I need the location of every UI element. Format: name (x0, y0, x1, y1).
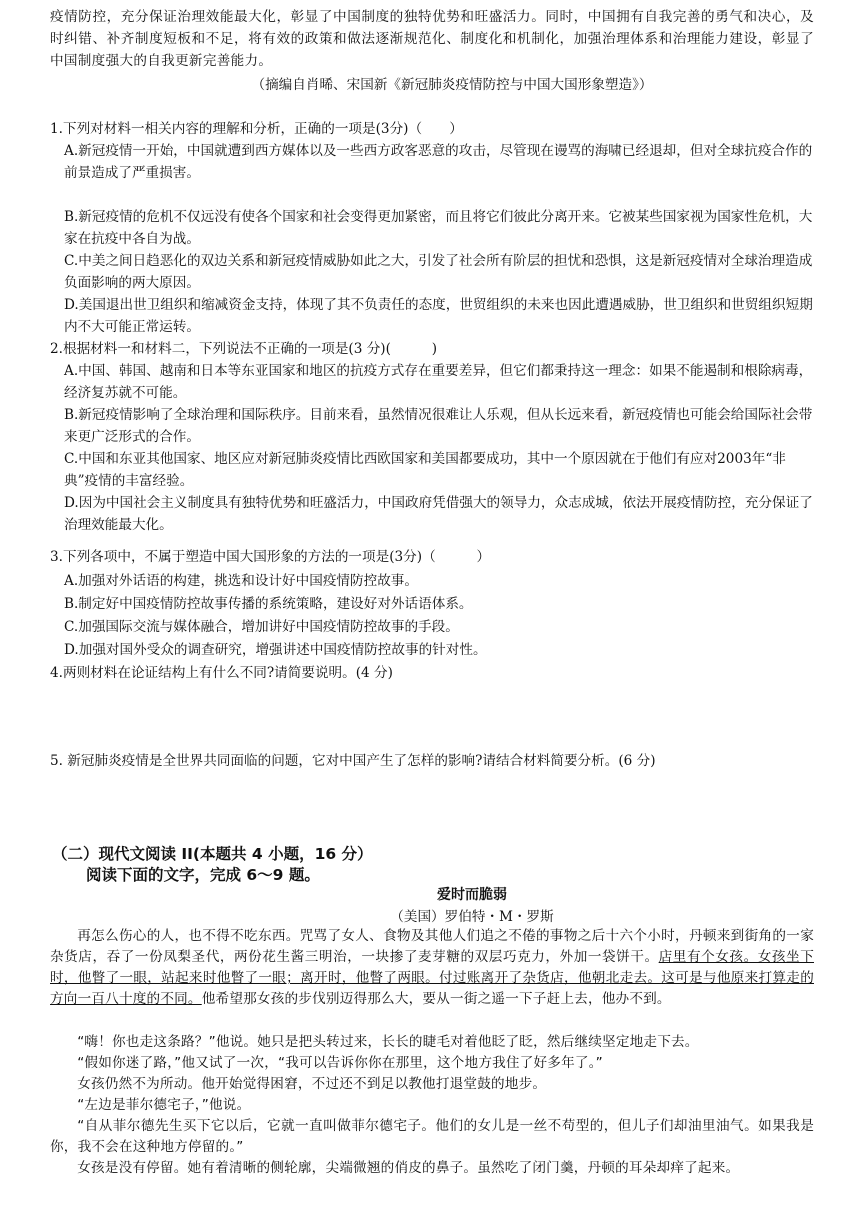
question-3-option-d[interactable] (64, 639, 814, 661)
question-3-option-c[interactable] (64, 616, 814, 638)
article-author: （美国）罗伯特・M・罗斯 (390, 909, 554, 925)
question-3-stem: 3.下列各项中，不属于塑造中国大国形象的方法的一项是(3分)（ ） (50, 549, 491, 565)
option-text: D.因为中国社会主义制度具有独特优势和旺盛活力，中国政府凭借强大的领导力，众志成城，依法开展疫情防控，充分保证了治理效能最大化。 (64, 495, 813, 533)
section-title: （二）现代文阅读 II(本题共 4 小题，16 分） (52, 845, 373, 863)
question-3-option-a[interactable] (64, 570, 814, 592)
question-1-option-d[interactable] (64, 294, 814, 338)
option-text: D.加强对国外受众的调查研究，增强讲述中国疫情防控故事的针对性。 (64, 642, 487, 658)
article-paragraph-4: 女孩仍然不为所动。他开始觉得困窘，不过还不到足以教他打退堂鼓的地步。 (77, 1076, 547, 1092)
question-2-option-c[interactable] (64, 448, 814, 492)
question-1-option-c[interactable] (64, 250, 814, 294)
question-1-stem: 1.下列对材料一相关内容的理解和分析，正确的一项是(3分)（ ） (50, 121, 463, 137)
article-paragraph-3: “假如你迷了路，”他又试了一次，“我可以告诉你你在那里，这个地方我住了好多年了。” (77, 1055, 603, 1071)
option-text: D.美国退出世卫组织和缩减资金支持，体现了其不负责任的态度，世贸组织的未来也因此遭遇威胁，世卫组织和世贸组织短期内不大可能正常运转。 (64, 297, 813, 335)
source-citation: （摘编自肖晞、宋国新《新冠肺炎疫情防控与中国大国形象塑造》） (251, 77, 653, 93)
article-paragraph-5: “左边是菲尔德宅子，”他说。 (77, 1097, 251, 1113)
option-text: A.加强对外话语的构建，挑选和设计好中国疫情防控故事。 (64, 573, 418, 589)
paragraph-text: 再怎么伤心的人，也不得不吃东西。咒骂了女人、食物及其他人们追之不倦的事物之后十六个小时，丹顿来到街角的一家杂货店，吞了一份凤梨圣代，两份花生酱三明治，一块掺了麦芽糖的双层巧克力，外加一袋饼干。 (50, 928, 814, 965)
question-5-stem: 5. 新冠肺炎疫情是全世界共同面临的问题，它对中国产生了怎样的影响?请结合材料简要分析。(6 分) (50, 753, 656, 769)
option-text: B.新冠疫情影响了全球治理和国际秩序。目前来看，虽然情况很难让人乐观，但从长远来看，新冠疫情也可能会给国际社会带来更广泛形式的合作。 (64, 407, 813, 445)
intro-paragraph: 疫情防控，充分保证治理效能最大化，彰显了中国制度的独特优势和旺盛活力。同时，中国拥有自我完善的勇气和决心，及时纠错、补齐制度短板和不足，将有效的政策和做法逐渐规范化、制度化和机制化，加强治理体系和治理能力建设，彰显了中国制度强大的自我更新完善能力。 (50, 9, 814, 69)
option-text: B.新冠疫情的危机不仅远没有使各个国家和社会变得更加紧密，而且将它们彼此分离开来。它被某些国家视为国家性危机，大家在抗疫中各自为战。 (64, 209, 813, 247)
question-2-option-b[interactable] (64, 404, 814, 448)
paragraph-text: 他希望那女孩的步伐别迈得那么大，要从一街之遥一下子赶上去，他办不到。 (201, 991, 671, 1007)
option-text: A.中国、韩国、越南和日本等东亚国家和地区的抗疫方式存在重要差异，但它们都秉持这一理念：如果不能遏制和根除病毒，经济复苏就不可能。 (64, 363, 813, 401)
question-2-option-d[interactable] (64, 492, 814, 536)
article-paragraph-6: “自从菲尔德先生买下它以后，它就一直叫做菲尔德宅子。他们的女儿是一丝不苟型的，但儿子们却油里油气。如果我是你，我不会在这种地方停留的。” (50, 1118, 814, 1155)
option-text: C.加强国际交流与媒体融合，增加讲好中国疫情防控故事的手段。 (64, 619, 459, 635)
article-paragraph-7: 女孩是没有停留。她有着清晰的侧轮廓，尖端微翘的俏皮的鼻子。虽然吃了闭门羹，丹顿的耳朵却痒了起来。 (77, 1160, 740, 1176)
article-paragraph-2: “嗨！你也走这条路？”他说。她只是把头转过来，长长的睫毛对着他眨了眨，然后继续坚定地走下去。 (77, 1034, 699, 1050)
option-text: C.中国和东亚其他国家、地区应对新冠肺炎疫情比西欧国家和美国都要成功，其中一个原因就在于他们有应对2003年“非典”疫情的丰富经验。 (64, 451, 786, 489)
section-instruction: 阅读下面的文字，完成 6～9 题。 (86, 866, 320, 884)
question-1-option-a[interactable] (64, 140, 814, 184)
option-text: B.制定好中国疫情防控故事传播的系统策略，建设好对外话语体系。 (64, 596, 473, 612)
question-4-stem: 4.两则材料在论证结构上有什么不同?请简要说明。(4 分) (50, 665, 393, 681)
article-paragraph-1 (50, 926, 814, 1010)
option-text: C.中美之间日趋恶化的双边关系和新冠疫情威胁如此之大，引发了社会所有阶层的担忧和恐惧，这是新冠疫情对全球治理造成负面影响的两大原因。 (64, 253, 813, 291)
question-3-option-b[interactable] (64, 593, 814, 615)
article-title: 爱时而脆弱 (437, 887, 507, 903)
option-text: A.新冠疫情一开始，中国就遭到西方媒体以及一些西方政客恶意的攻击，尽管现在谩骂的海啸已经退却，但对全球抗疫合作的前景造成了严重损害。 (64, 143, 813, 181)
question-2-stem: 2.根据材料一和材料二，下列说法不正确的一项是(3 分)( ) (50, 341, 437, 357)
question-1-option-b[interactable] (64, 206, 814, 250)
question-2-option-a[interactable] (64, 360, 814, 404)
underlined-passage: 店里有个女孩。女孩坐下时，他瞥了一眼，站起来时他瞥了一眼；离开时，他瞥了两眼。付过账离开了杂货店，他朝北走去。这可是与他原来打算走的方向一百八十度的不同。 (50, 949, 814, 1007)
